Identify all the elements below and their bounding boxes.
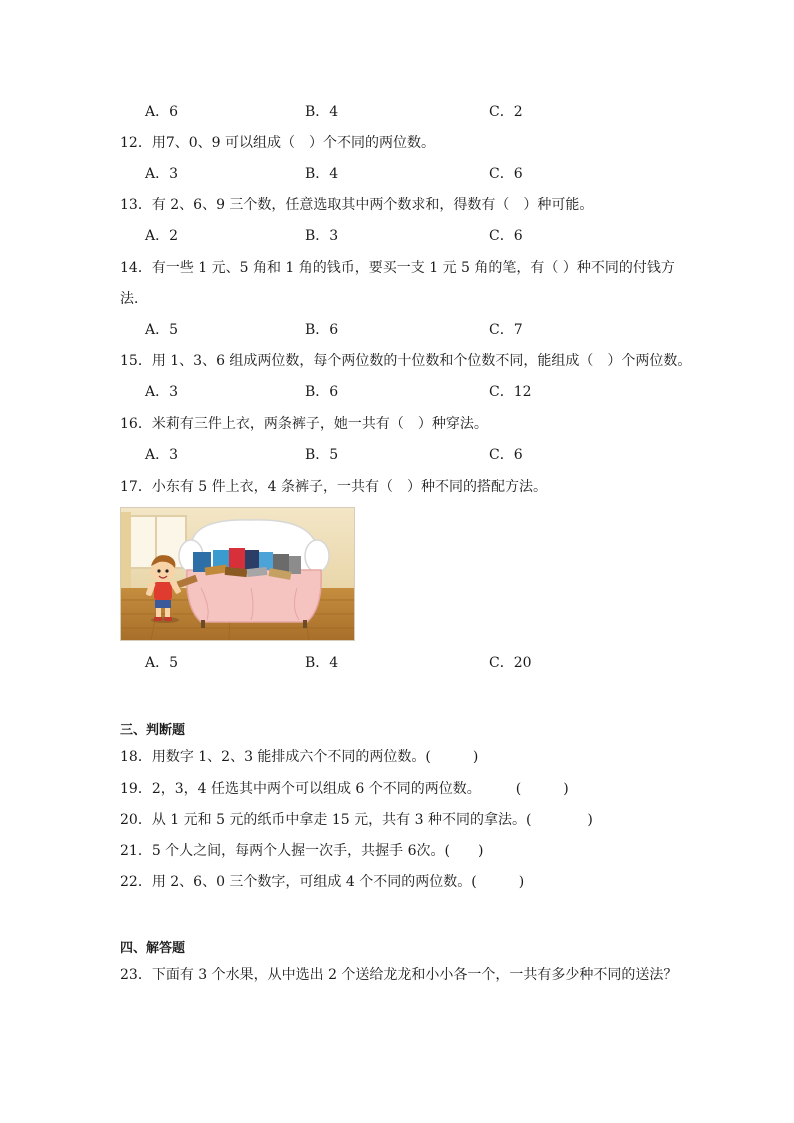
q14-option-b[interactable]: B．6 — [305, 322, 339, 338]
q21-text: 21．5 个人之间，每两个人握一次手，共握手 6次。( ) — [120, 843, 484, 859]
section-heading-true-false: 三、判断题 — [120, 723, 186, 738]
q16-option-a[interactable]: A．3 — [145, 447, 179, 463]
q15-text: 15．用 1、3、6 组成两位数，每个两位数的十位数和个位数不同，能组成（ ）个两位数。 — [120, 353, 692, 369]
q14-text-continued: 法． — [120, 291, 148, 307]
q11-options — [145, 102, 645, 122]
q13-options — [145, 226, 645, 246]
q17-option-a[interactable]: A．5 — [145, 655, 179, 671]
q14-text: 14．有一些 1 元、5 角和 1 角的钱币，要买一支 1 元 5 角的笔，有（ ）种不同的付钱方 — [120, 260, 675, 276]
q16-text: 16．米莉有三件上衣，两条裤子，她一共有（ ）种穿法。 — [120, 416, 488, 432]
q19-text: 19．2，3，4 任选其中两个可以组成 6 个不同的两位数。 ( ) — [120, 781, 569, 797]
q17-option-c[interactable]: C．20 — [489, 655, 532, 671]
q14-options — [145, 320, 645, 340]
clothes-on-sofa-illustration — [121, 508, 354, 640]
q20-text: 20．从 1 元和 5 元的纸币中拿走 15 元，共有 3 种不同的拿法。( ) — [120, 812, 593, 828]
q12-options — [145, 164, 645, 184]
q13-option-a[interactable]: A．2 — [145, 228, 179, 244]
q12-option-a[interactable]: A．3 — [145, 166, 179, 182]
q23-text: 23．下面有 3 个水果，从中选出 2 个送给龙龙和小小各一个，一共有多少种不同的送法？ — [120, 967, 678, 983]
q16-option-b[interactable]: B．5 — [305, 447, 339, 463]
q13-option-b[interactable]: B．3 — [305, 228, 339, 244]
q14-option-a[interactable]: A．5 — [145, 322, 179, 338]
q15-option-a[interactable]: A．3 — [145, 384, 179, 400]
q13-text: 13．有 2、6、9 三个数，任意选取其中两个数求和，得数有（ ）种可能。 — [120, 197, 594, 213]
q18-text: 18．用数字 1、2、3 能排成六个不同的两位数。( ) — [120, 749, 479, 765]
q16-option-c[interactable]: C．6 — [489, 447, 523, 463]
q11-option-c[interactable]: C．2 — [489, 104, 523, 120]
q11-option-a[interactable]: A．6 — [145, 104, 179, 120]
q16-options — [145, 445, 645, 465]
q15-options — [145, 382, 645, 402]
q15-option-c[interactable]: C．12 — [489, 384, 532, 400]
q12-option-c[interactable]: C．6 — [489, 166, 523, 182]
q11-option-b[interactable]: B．4 — [305, 104, 339, 120]
q22-text: 22．用 2、6、0 三个数字，可组成 4 个不同的两位数。( ) — [120, 874, 525, 890]
q15-option-b[interactable]: B．6 — [305, 384, 339, 400]
section-heading-solve: 四、解答题 — [120, 941, 186, 956]
q14-option-c[interactable]: C．7 — [489, 322, 523, 338]
q17-options — [145, 653, 645, 673]
q13-option-c[interactable]: C．6 — [489, 228, 523, 244]
q12-option-b[interactable]: B．4 — [305, 166, 339, 182]
q17-text: 17．小东有 5 件上衣，4 条裤子，一共有（ ）种不同的搭配方法。 — [120, 479, 547, 495]
q12-text: 12．用7、0、9 可以组成（ ）个不同的两位数。 — [120, 135, 435, 151]
q17-illustration — [120, 507, 355, 641]
q17-option-b[interactable]: B．4 — [305, 655, 339, 671]
